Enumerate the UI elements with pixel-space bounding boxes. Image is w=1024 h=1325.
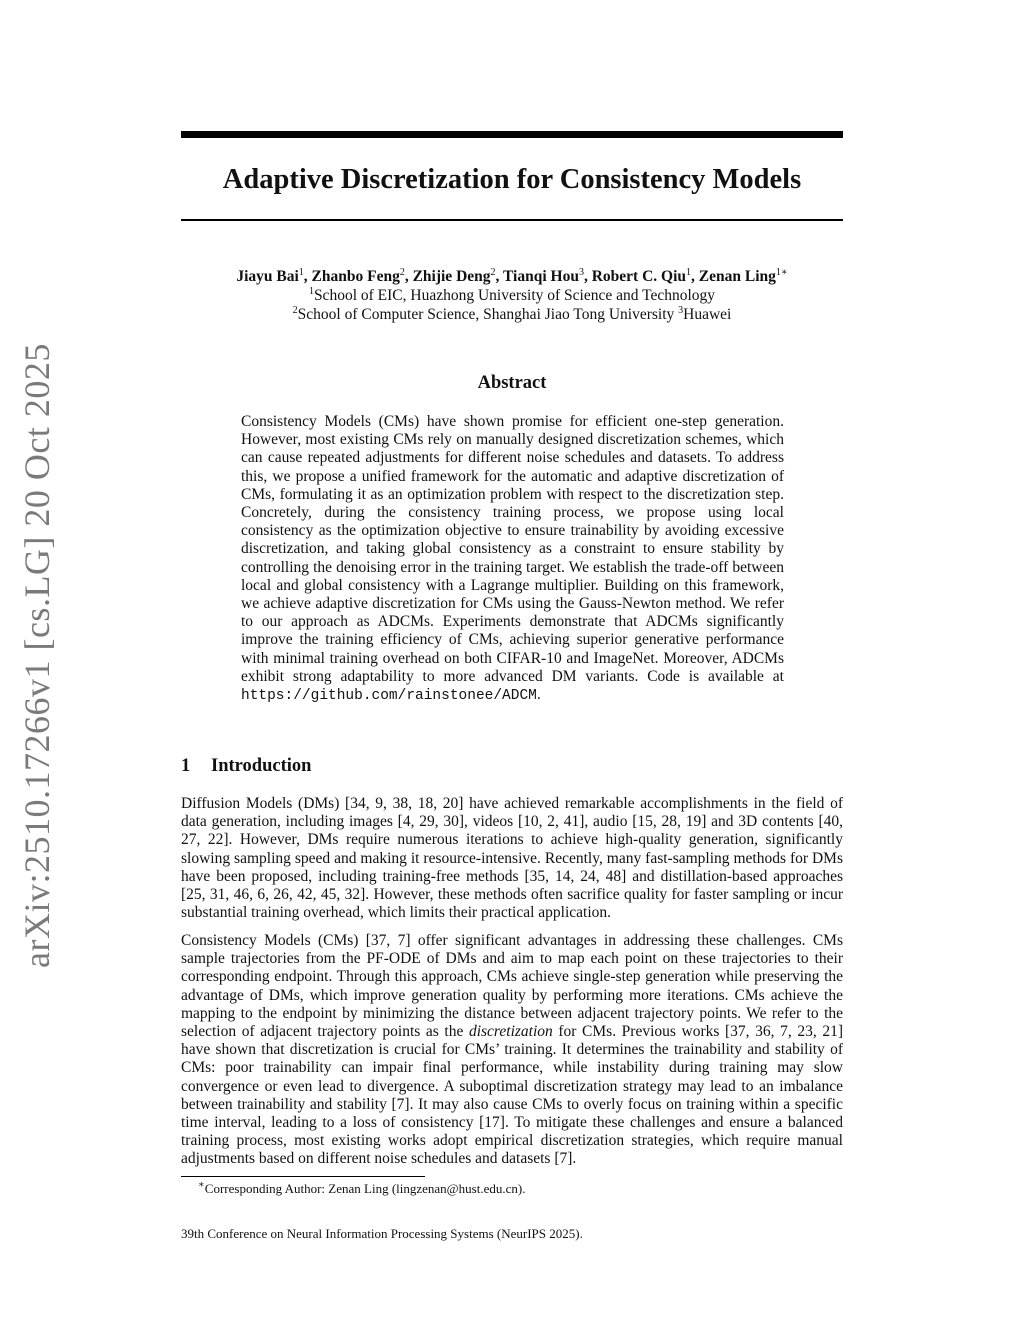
- intro-paragraph-1: Diffusion Models (DMs) [34, 9, 38, 18, 20] have achieved remarkable accomplishments in the field of data generation, including images [4, 29, 30], videos [10, 2, 41], audio [15, 28, 19] and 3D contents [40, 27, 22]. However, DMs require numerous iterations to achieve high-quality generation, significantly slowing sampling speed and making it resource-intensive. Recently, many fast-sampling methods for DMs have been proposed, including training-free methods [35, 14, 24, 48] and distillation-based approaches [25, 31, 46, 6, 26, 42, 45, 32]. However, these methods often sacrifice quality for faster sampling or incur substantial training overhead, which limits their practical application.: [181, 795, 843, 922]
- title-top-rule: [181, 131, 843, 138]
- venue-line: 39th Conference on Neural Information Processing Systems (NeurIPS 2025).: [181, 1226, 583, 1241]
- intro-paragraph-2: [181, 932, 843, 1169]
- author-name: Zhijie Deng: [412, 268, 491, 285]
- footnote-rule: [181, 1176, 425, 1177]
- footnote: [198, 1180, 838, 1197]
- affiliation-mark: 2: [292, 304, 298, 316]
- author-name: Zenan Ling: [698, 268, 776, 285]
- author-affiliation-mark: 1∗: [775, 266, 788, 278]
- author-list: Jiayu Bai$^1$, Zhanbo Feng$^2$, Zhijie Deng$^2$, Tianqi Hou$^3$, Robert C. Qiu$^1$, Zenan Ling$^{1∗}$: [236, 266, 788, 285]
- affiliation-text: School of EIC, Huazhong University of Science and Technology: [313, 287, 716, 304]
- footnote-mark: ∗: [198, 1179, 205, 1191]
- title-bottom-rule: [181, 219, 843, 221]
- paper-title: Adaptive Discretization for Consistency Models: [222, 164, 802, 195]
- author-name: Robert C. Qiu: [591, 268, 687, 285]
- abstract-end: .: [536, 686, 541, 704]
- section-number: 1: [181, 756, 191, 776]
- abstract-heading: Abstract: [477, 373, 547, 393]
- abstract-text: Consistency Models (CMs) have shown promise for efficient one-step generation. However, most existing CMs rely on manually designed discretization schemes, which can cause repeated adjustments for different noise schedules and datasets. To address this, we propose a unified framework for the automatic and adaptive discretization of CMs, formulating it as an optimization problem with respect to the discretization step. Concretely, during the consistency training process, we propose using local consistency as the optimization objective to ensure trainability by avoiding excessive discretization, and taking global consistency as a constraint to ensure stability by controlling the denoising error in the training target. We establish the trade-off between local and global consistency with a Lagrange multiplier. Building on this framework, we achieve adaptive discretization for CMs using the Gauss-Newton method. We refer to our approach as ADCMs. Experiments demonstrate that ADCMs significantly improve the training efficiency of CMs, achieving superior generative performance with minimal training overhead on both CIFAR-10 and ImageNet. Moreover, ADCMs exhibit strong adaptability to more advanced DM variants. Code is available at: [241, 413, 784, 685]
- author-name: Tianqi Hou: [503, 268, 579, 285]
- affiliation-text: Huawei: [683, 306, 732, 323]
- arxiv-identifier: arXiv:2510.17266v1 [cs.LG] 20 Oct 2025: [17, 343, 57, 968]
- author-affiliation-mark: 2: [399, 266, 405, 278]
- paragraph-text: Consistency Models (CMs) [37, 7] offer significant advantages in addressing these challenges. CMs sample trajectories from the PF-ODE of DMs and aim to map each point on these trajectories to their corresponding endpoint. Through this approach, CMs achieve single-step generation while preserving the advantage of DMs, which improve generation quality by performing more iterations. CMs achieve the mapping to the endpoint by minimizing the distance between adjacent trajectory points. We refer to the selection of adjacent trajectory points as the: [181, 932, 843, 1041]
- affiliation-line-1: [150, 286, 874, 305]
- author-affiliation-mark: 1: [298, 266, 304, 278]
- author-affiliation-mark: 3: [578, 266, 584, 278]
- author-affiliation-mark: 1: [686, 266, 692, 278]
- author-name: Jiayu Bai: [236, 268, 299, 285]
- code-link[interactable]: https://github.com/rainstonee/ADCM: [241, 688, 537, 705]
- author-affiliation-mark: 2: [490, 266, 496, 278]
- abstract-body: [241, 413, 784, 705]
- affiliation-line-2: [150, 305, 874, 324]
- affiliation-mark: 1: [308, 285, 314, 297]
- author-name: Zhanbo Feng: [311, 268, 400, 285]
- section-title: Introduction: [211, 756, 312, 776]
- affiliation-mark: 3: [678, 304, 684, 316]
- paragraph-text: for CMs. Previous works [37, 36, 7, 23, 21] have shown that discretization is crucial for CMs’ training. It determines the trainability and stability of CMs: poor trainability can impair final performance, while instability during training may slow convergence or even lead to divergence. A suboptimal discretization strategy may lead to an imbalance between trainability and stability [7]. It may also cause CMs to overly focus on training within a specific time interval, leading to a loss of consistency [17]. To mitigate these challenges and ensure a balanced training process, most existing works adopt empirical discretization strategies, which require manual adjustments based on different noise schedules and datasets [7].: [181, 1023, 843, 1168]
- affiliation-text: School of Computer Science, Shanghai Jiao Tong University: [297, 306, 675, 323]
- footnote-text: Corresponding Author: Zenan Ling (lingzenan@hust.edu.cn).: [204, 1181, 526, 1196]
- section-heading: [181, 754, 843, 778]
- emphasis-term: discretization: [468, 1023, 553, 1041]
